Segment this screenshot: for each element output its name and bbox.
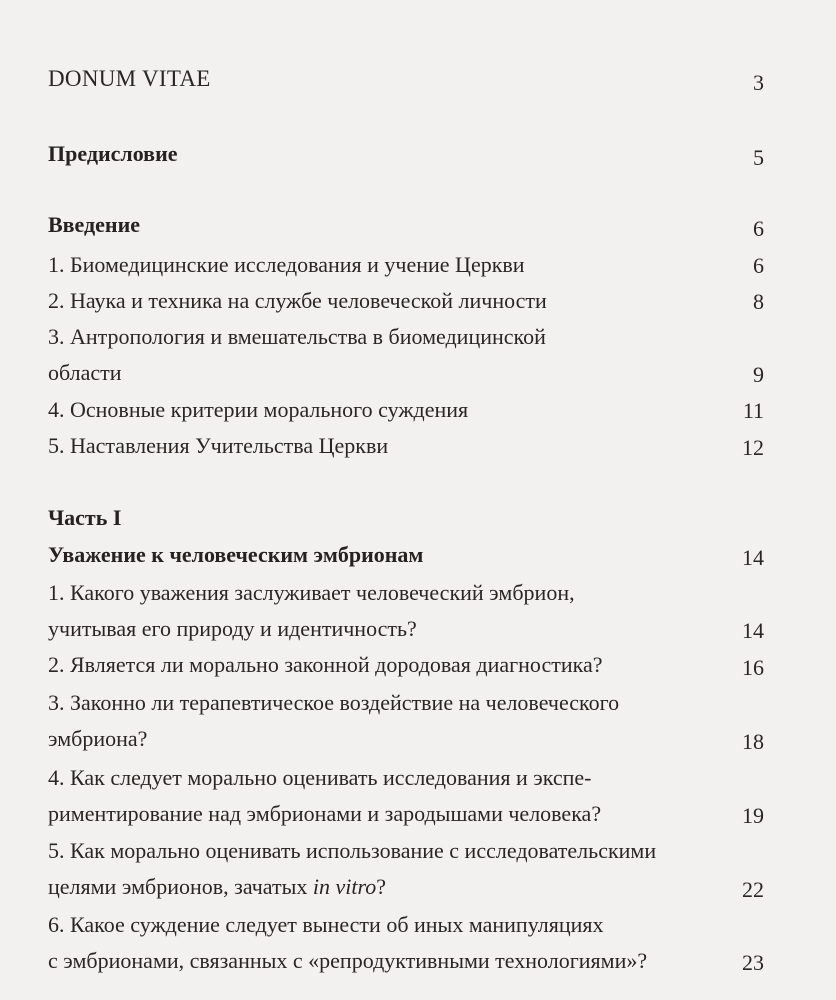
toc-page-number: 3 xyxy=(753,70,764,95)
toc-title-preface: Предисловие xyxy=(48,141,178,166)
toc-page-number: 6 xyxy=(753,216,764,241)
toc-page-number: 9 xyxy=(753,362,764,387)
toc-entry-text: ? xyxy=(376,874,386,899)
toc-entry-line: учитывая его природу и идентичность? xyxy=(48,616,417,641)
toc-page-number: 14 xyxy=(742,618,764,643)
toc-page-number: 14 xyxy=(742,545,764,570)
toc-entry-line: области xyxy=(48,360,122,385)
toc-entry-italic: in vitro xyxy=(312,874,377,899)
toc-entry-line: 4. Как следует морально оценивать исследования и экспе- xyxy=(48,765,592,790)
toc-page-number: 23 xyxy=(742,950,764,975)
toc-entry-line: 1. Биомедицинские исследования и учение Церкви xyxy=(48,252,525,277)
toc-part-label: Часть I xyxy=(48,505,122,530)
toc-entry-text: целями эмбрионов, зачатых xyxy=(48,874,313,899)
toc-entry-line: 3. Законно ли терапевтическое воздействие на человеческого xyxy=(48,690,620,715)
toc-entry-line: 6. Какое суждение следует вынести об иных манипуляциях xyxy=(48,912,604,937)
toc-entry-line: с эмбрионами, связанных с «репродуктивными технологиями»? xyxy=(48,948,648,973)
toc-page-number: 8 xyxy=(753,289,764,314)
toc-entry-line: 3. Антропология и вмешательства в биомедицинской xyxy=(48,324,546,349)
toc-page-number: 5 xyxy=(753,145,764,170)
toc-entry-line: 1. Какого уважения заслуживает человеческий эмбрион, xyxy=(48,580,575,605)
toc-part-title: Уважение к человеческим эмбрионам xyxy=(48,542,424,567)
toc-page-number: 16 xyxy=(742,655,764,680)
toc-page-number: 18 xyxy=(742,729,764,754)
toc-page-number: 6 xyxy=(753,253,764,278)
toc-entry-line: эмбриона? xyxy=(48,726,148,751)
toc-entry-line: 2. Наука и техника на службе человеческой личности xyxy=(48,288,547,313)
toc-entry-line: 2. Является ли морально законной дородовая диагностика? xyxy=(48,652,603,677)
toc-entry-line-with-italic xyxy=(48,874,386,900)
toc-entry-line: 4. Основные критерии морального суждения xyxy=(48,397,469,422)
toc-entry-line: 5. Как морально оценивать использование с исследовательскими xyxy=(48,838,657,863)
toc-page-number: 11 xyxy=(742,398,764,423)
toc-entry-line: 5. Наставления Учительства Церкви xyxy=(48,433,389,458)
toc-page-number: 12 xyxy=(742,435,764,460)
toc-title-introduction: Введение xyxy=(48,212,141,237)
toc-page-number: 22 xyxy=(742,877,764,902)
toc-entry-line: риментирование над эмбрионами и зародышами человека? xyxy=(48,801,602,826)
toc-title-donum-vitae: DONUM VITAE xyxy=(48,66,211,91)
toc-page-number: 19 xyxy=(742,803,764,828)
